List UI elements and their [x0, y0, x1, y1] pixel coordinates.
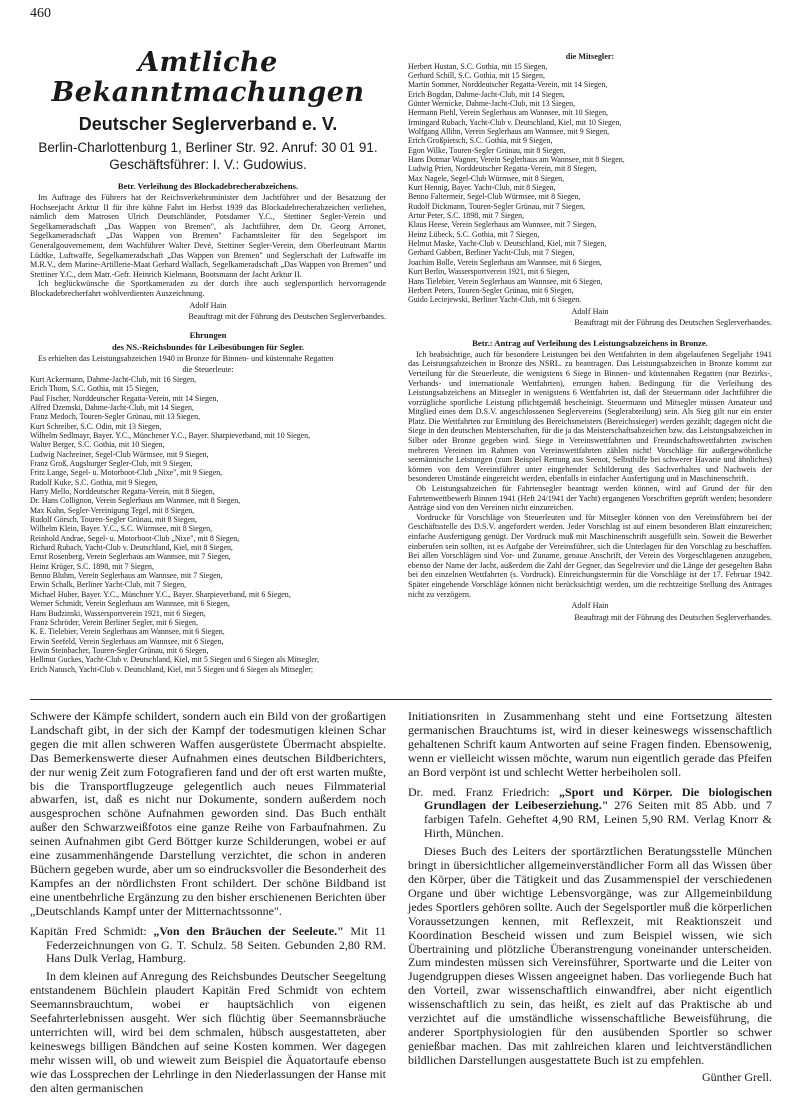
list-entry: Paul Fischer, Norddeutscher Regatta-Verein, mit 14 Siegen, [30, 393, 219, 403]
list-entry: Hans Budzinski, Wassersportverein 1921, mit 6 Siegen, [30, 608, 206, 618]
notice-paragraph: Es erhielten das Leistungsabzeichen 1940 in Bronze für Binnen- und küstennahe Regatten [38, 353, 334, 363]
list-entry: Erich Bogdan, Dahme-Jacht-Club, mit 14 Siegen, [408, 89, 565, 99]
review-author: Dr. med. Franz Friedrich: [408, 784, 560, 799]
list-entry: Egon Wilke, Touren-Segler Grünau, mit 8 Siegen, [408, 145, 566, 155]
review-heading [408, 786, 772, 842]
list-entry: Walter Berger, S.C. Gothia, mit 10 Siegen, [30, 440, 165, 450]
list-entry: Wolfgang Allihn, Verein Seglerhaus am Wannsee, mit 9 Siegen, [408, 127, 610, 136]
list-entry: Irmingard Rubach, Yacht-Club v. Deutschland, Kiel, mit 10 Siegen, [408, 117, 622, 127]
list-entry: Kurt Ackermann, Dahme-Jacht-Club, mit 16 Siegen, [30, 374, 197, 384]
list-entry: K. E. Tielebier, Verein Seglerhaus am Wannsee, mit 6 Siegen, [30, 627, 225, 637]
signature-role: Beauftragt mit der Führung des Deutschen Seglerverbandes. [574, 612, 772, 622]
notice-paragraph: Ich beabsichtige, auch für besondere Leistungen bei den Wettfahrten in dem abgelaufenen Segeljahr 1941 das Leistungsabzeichen in Bronze des NSRL. zu beantragen. Das Leistungsabzeichen in Bronze kommt zur Verteilung für die Steuerleute, die wenigstens 6 Siege in Binnen- und küstennahen Regatten (nur Bezirks-, Verbands- und internationale Wettfahrten), errungen haben. Bedingung für die Verleihung des Leistungsabzeichens an Mitsegler in wenigstens 6 Wettfahrten ist, daß der Steuermann oder Jachtführer die vorzügliche sportliche Leistung pflichtgemäß bescheinigt. Steuermann und Mitsegler müssen Amateur und Mitglied eines dem D.S.V. angeschlossenen Seglervereins (Seglerabteilung) sein. Als Sieg gilt nur ein erster Platz. Die Wettfahrten zur Ermittlung des Bereichsmeisters (Bereichssieger) werden gezählt; dagegen nicht die Siege in den deutschen Meisterschaften, für die ja das Meisterschaftsabzeichen bzw. das Leistungsabzeichen in Silber oder Bronze gegeben wird. Siege in Vereinswettfahrten und Freundschaftswettfahrten zwischen mehreren Vereinen im Rahmen von Vereinswettfahrten zählen nicht! Vorschläge für außergewöhnliche seemännische Leistungen (zum Beispiel Rettung aus Seenot, Selbsthilfe bei schwerer Havarie und ähnliches) können von dem Vereinsführer unter eingehender Schilderung des Sachverhaltes und Nachweis der besonderen Umstände eingereicht werden, ebenfalls in einfacher Ausfertigung und in Maschinenschrift. [408, 349, 772, 484]
list-entry: Alfred Dzemski, Dahme-Jacht-Club, mit 14 Siegen, [30, 402, 194, 412]
list-entry: Harry Mello, Norddeutscher Regatta-Verein, mit 8 Siegen, [30, 487, 215, 497]
review-signature: Günther Grell. [702, 1069, 772, 1084]
list-entry: Michael Huber, Bayer. Y.C., Münchner Y.C., Bayer. Sharpieverband, mit 6 Siegen, [30, 589, 291, 599]
list-entry: Erich Natusch, Yacht-Club v. Deutschland, Kiel, mit 5 Siegen und 6 Siegen als Mitsegler; [30, 664, 314, 674]
list-entry: Benno Bluhm, Verein Seglerhaus am Wannsee, mit 7 Siegen, [30, 571, 223, 581]
list-entry: Hans Tielebier, Verein Seglerhaus am Wannsee, mit 6 Siegen, [408, 276, 603, 286]
list-entry: Kurt Hennig, Bayer. Yacht-Club, mit 8 Siegen, [408, 183, 556, 193]
notice-subheading: des NS.-Reichsbundes für Leibesübungen für Segler. [111, 341, 305, 352]
list-entry: Werner Schmidt, Verein Seglerhaus am Wannsee, mit 6 Siegen, [30, 599, 230, 609]
list-entry: Wilhelm Klein, Bayer. Y.C., S.C. Würmsee, mit 8 Siegen, [30, 524, 213, 534]
list-entry: Erwin Seefeld, Verein Seglerhaus am Wannsee, mit 6 Siegen, [30, 636, 224, 646]
steuerleute-list [30, 375, 386, 674]
notice-paragraph: Ob Leistungsabzeichen für Fahrtensegler beantragt werden können, wird auf Grund der für den Fahrtenwettbewerb Binnen 1941 (Heft 24/1941 der Yacht) ergangenen Vorschriften geprüft werden; besondere Anträge sind von den Vereinen nicht einzureichen. [408, 484, 772, 513]
list-entry: Ludwig Nachreiner, Segel-Club Würmsee, mit 9 Siegen, [30, 449, 209, 459]
announcements-right-column [408, 30, 772, 622]
notice-heading: Betr. Verleihung des Blockadebrecherabzeichens. [117, 181, 299, 191]
list-entry: Heinz Lübeck, S.C. Gothia, mit 7 Siegen, [408, 229, 540, 239]
review-title: „Sport und Körper. Die biologischen Grundlagen der Leibeserziehung." [424, 784, 772, 813]
review-author: Kapitän Fred Schmidt: [30, 923, 154, 938]
signature-name: Adolf Hain [571, 601, 609, 611]
review-details: 276 Seiten mit 85 Abb. und 7 farbigen Tafeln. Geheftet 4,90 RM, Leinen 5,90 RM. Verlag Knorr & Hirth, München. [424, 798, 773, 841]
announcements-section [30, 30, 772, 690]
list-entry: Günter Wernicke, Dahme-Jacht-Club, mit 13 Siegen, [408, 98, 576, 108]
org-manager: Geschäftsführer: I. V.: Gudowius. [109, 157, 307, 172]
org-name: Deutscher Seglerverband e. V. [78, 114, 338, 134]
list-entry: Hans Dotmar Wagner, Verein Seglerhaus am Wannsee, mit 8 Siegen, [408, 155, 625, 165]
review-heading [30, 925, 386, 967]
list-entry: Wilhelm Sedlmayr, Bayer. Y.C., Münchener Y.C., Bayer. Sharpieverband, mit 10 Siegen, [30, 430, 311, 440]
article-paragraph: Schwere der Kämpfe schildert, sondern auch ein Bild von der großartigen Landschaft gibt, in der sich der Kampf der todesmutigen kleinen Schar gegen die mit allen schweren Waffen ausgerüstete Übermacht abspielte. Das Bemerkenswerte dieser Aufnahmen eines deutschen Bildberichters, der nur wenig Zeit zum Fotografieren fand und der oft erst warten mußte, bis die Transportflugzeuge gelegentlich auch neues Filmmaterial abwarfen, ist, daß es nicht nur Dokumente, sondern außerdem noch ausgesprochen schöne Aufnahmen geworden sind. Das Buch enthält außer den Schwarzweißfotos eine ganze Reihe von Farbaufnahmen. Zu seinen Aufnahmen gibt Gerd Böttger kurze Schilderungen, wobei er auf eine zusammenhängende Darstellung verzichtet, die schon in anderen Büchern gegeben wurde, aber um so eindrucksvoller die Besonderheit des Kampfes an der nördlichsten Front schildert. Der schöne Bildband ist eine unentbehrliche Ergänzung zu den bisher erschienenen Berichten über „Deutschlands Kampf unter der Mitternachtssonne". [30, 709, 386, 918]
list-entry: Kurt Berlin, Wassersportverein 1921, mit 6 Siegen, [408, 267, 570, 277]
article-paragraph: Dieses Buch des Leiters der sportärztlichen Beratungsstelle München bringt in übersichtlicher allgemeinverständlicher Form all das Wissen über den Körper, über die Tätigkeit und das Zusammenspiel der verschiedenen Organe und über wichtige Lebensvorgänge, was zur Allgemeinbildung jedes Sportlers gehören sollte. Auch der Segelsportler muß die körperlichen Voraussetzungen kennen, mit Reflexzeit, mit Reaktionszeit und Koordination Bescheid wissen und zum Beispiel wissen, wie sich Übertraining und plötzliche Überanstrengung voneinander unterscheiden. Zum mindesten müssen sich Vereinsführer, Sportwarte und die Leiter von Jugendgruppen dieses Wissen angeeignet haben. Das vorliegende Buch hat den Vorteil, zwar wissenschaftlich einwandfrei, aber nicht eigentlich wissenschaftlich zu sein, das heißt, es zielt auf das Praktische ab und verzichtet auf die umständliche wissenschaftliche Beweisführung, die anderer Sportphysiologien für den ausübenden Sportler so schwer genießbar machen. Das mit zahlreichen klaren und leichtverständlichen bildlichen Darstellungen ausgestattete Buch ist zu empfehlen. [408, 844, 772, 1067]
list-entry: Erwin Schalk, Berliner Yacht-Club, mit 7 Siegen, [30, 580, 187, 590]
review-title: „Von den Bräuchen der Seeleute." [153, 923, 344, 938]
list-entry: Artur Peter, S.C. 1898, mit 7 Siegen, [408, 211, 525, 221]
list-entry: Dr. Hans Collignon, Verein Seglerhaus am Wannsee, mit 8 Siegen, [30, 496, 241, 506]
list-entry: Erwin Steinbacher, Touren-Segler Grünau, mit 6 Siegen, [30, 645, 209, 655]
list-entry: Franz Medoch, Touren-Segler Grünau, mit 13 Siegen, [30, 412, 201, 422]
list-entry: Fritz Lange, Segel- u. Motorboot-Club „Nixe", mit 9 Siegen, [30, 468, 223, 478]
list-entry: Reinhold Andrae, Segel- u. Motorboot-Club „Nixe", mit 8 Siegen, [30, 533, 240, 543]
signature-name: Adolf Hain [189, 300, 227, 310]
list-entry: Guido Leciejewski, Berliner Yacht-Club, mit 6 Siegen. [408, 295, 582, 305]
mitsegler-list [408, 62, 772, 305]
list-entry: Martin Sommer, Norddeutscher Regatta-Verein, mit 14 Siegen, [408, 80, 608, 90]
reviews-section [30, 710, 772, 1110]
list-entry: Franz Groß, Augsburger Segler-Club, mit 9 Siegen, [30, 459, 193, 468]
review-details: Mit 11 Federzeichnungen von G. T. Schulz. 58 Seiten. Gebunden 2,80 RM. Hans Dulk Verlag, Hamburg. [46, 923, 386, 966]
list-entry: Gerhard Schill, S.C. Gothia, mit 15 Siegen, [408, 70, 545, 80]
notice-paragraph: Ich beglückwünsche die Sportkameraden zu der durch ihre auch seglersportlich hervorragende Blockadebrecherfahrt wohlverdienten Auszeichnung. [30, 279, 386, 298]
list-entry: Benno Faltermeir, Segel-Club Würmsee, mit 8 Siegen, [408, 192, 581, 202]
org-address: Berlin-Charlottenburg 1, Berliner Str. 92. Anruf: 30 01 91. [38, 140, 378, 155]
list-entry: Herbert Peters, Touren-Segler Grünau, mit 6 Siegen, [408, 285, 574, 295]
page-number: 460 [30, 6, 51, 21]
list-entry: Klaus Heese, Verein Seglerhaus am Wannsee, mit 7 Siegen, [408, 220, 597, 230]
list-entry: Joachim Bolle, Verein Seglerhaus am Wannsee, mit 6 Siegen, [408, 257, 602, 267]
list-entry: Hermann Piehl, Verein Seglerhaus am Wannsee, mit 10 Siegen, [408, 108, 609, 118]
notice-paragraph: Im Auftrage des Führers hat der Reichsverkehrsminister dem Jachtführer und der Besatzung der Hochseejacht Arktur II für ihre kühne Fahrt im Herbst 1939 das Blockadebrecherabzeichen verliehen, nämlich dem Matrosen Ulrich Deutschländer, Potsdamer Y.C., Stettiner Segler-Verein und Segelkameradschaft „Das Wappen von Bremen", als Jachtführer, dem Dr. Georg Arronet, Segelkameradschaft „Das Wappen von Bremen" Fachamtsleiter für den Segelsport im Generalgouvernement, dem Wachführer Walter Devé, Stettiner Segler-Verein, dem Oberleutnant Martin Lüdtke, Luftwaffe, Segelkameradschaft „Das Wappen von Bremen" und Seglerschaft der Luftwaffe im M.R.V., dem Marine-Artillerie-Maat Gerhard Wallach, Segelkameradschaft „Das Wappen von Bremen" und Stettiner Y.C., dem Matr.-Gefr. Heinrich Kielmann, Bootsmann der Jacht Arktur II. [30, 193, 386, 279]
list-entry: Hellmut Guckes, Yacht-Club v. Deutschland, Kiel, mit 5 Siegen und 6 Siegen als Mitsegler, [30, 655, 320, 665]
list-label: die Mitsegler: [565, 52, 615, 61]
list-entry: Erich Großpietsch, S.C. Gothia, mit 9 Siegen, [408, 136, 553, 146]
notice-paragraph: Vordrucke für Vorschläge von Steuerleuten und für Mitsegler können von den Vereinsführern bei der Geschäftsstelle des D.S.V. angefordert werden. Jeder Vorschlag ist auf einem besonderen Blatt einzureichen; einfache Ausfertigung genügt. Der Vordruck muß mit Maschinenschrift ausgefüllt sein. Soweit die Bewerber einberufen sein sollten, ist es Aufgabe der Vereinsführer, sich die Unterlagen für den Vorschlag zu beschaffen. Bei allen Vorschlägen sind Vor- und Zuname, genaue Anschrift, der Verein des Vorgeschlagenen anzugeben, ebenso der Name der Jacht, außerdem die Zahl der Gegner, das Segelrevier und die Länge der gesegelten Bahn bei den einzelnen Wettfahrten (s. Vordruck). Einreichungstermin für die Vorschläge ist der 17. Februar 1942. Später eingehende Vorschläge können nicht berücksichtigt werden, um die rechtzeitige Stellung des Antrages nicht zu verzögern. [408, 512, 772, 599]
list-entry: Gerhard Gabbert, Berliner Yacht-Club, mit 7 Siegen, [408, 248, 575, 258]
list-entry: Heinz Krüger, S.C. 1898, mit 7 Siegen, [30, 561, 154, 571]
article-paragraph: In dem kleinen auf Anregung des Reichsbundes Deutscher Seegeltung entstandenem Büchlein plaudert Kapitän Fred Schmidt von echtem Seemannsbrauchtum, wobei er hauptsächlich von eigenen Seefahrterlebnissen ausgeht. Wer sich flüchtig über Seemannsbräuche unterrichten will, wird bei dem schmalen, hübsch ausgestatteten, aber keineswegs billigen Bändchen auf seine Kosten kommen. Wer dagegen mehr wissen will, ob und wieweit zum Beispiel die Äquatortaufe ebenso wie das Lossprechen der Lehrlinge in den Niederlassungen der Hanse mit den alten germanischen [30, 969, 386, 1095]
signature-role: Beauftragt mit der Führung des Deutschen Seglerverbandes. [574, 318, 772, 328]
list-entry: Rudolf Görsch, Touren-Segler Grünau, mit 8 Siegen, [30, 515, 197, 525]
list-entry: Franz Schröder, Verein Berliner Segler, mit 6 Siegen, [30, 617, 198, 627]
list-entry: Erich Thom, S.C. Gothia, mit 15 Siegen, [30, 384, 159, 394]
list-entry: Kurt Schreiber, S.C. Odin, mit 13 Siegen, [30, 421, 162, 431]
reviews-left-column [30, 710, 386, 1095]
list-entry: Richard Rubach, Yacht-Club v. Deutschland, Kiel, mit 8 Siegen, [30, 543, 233, 553]
list-entry: Ludwig Prien, Norddeutscher Regatta-Verein, mit 8 Siegen, [408, 164, 597, 174]
announcements-left-column [30, 30, 386, 674]
article-paragraph: Initiationsriten in Zusammenhang steht und eine Fortsetzung ältesten germanischen Brauchtums ist, wird in dieser keineswegs wissenschaftlich gehaltenen Schrift kaum Antworten auf seine Fragen finden. Ebensowenig, wenn er vielleicht wissen möchte, warum nun eigentlich gerade das Pfeifen an Bord verpönt ist und schlecht Wetter herbeiholen soll. [408, 709, 772, 779]
list-entry: Ernst Rosenberg, Verein Seglerhaus am Wannsee, mit 7 Siegen, [30, 552, 231, 562]
list-label: die Steuerleute: [182, 365, 234, 375]
signature-role: Beauftragt mit der Führung des Deutschen Seglerverbandes. [188, 312, 386, 322]
list-entry: Herbert Hustan, S.C. Gothia, mit 15 Siegen, [408, 61, 548, 71]
list-entry: Rudolf Dickmann, Touren-Segler Grünau, mit 7 Siegen, [408, 201, 586, 211]
list-entry: Max Nagele, Segel-Club Würmsee, mit 8 Siegen, [408, 173, 565, 183]
signature-name: Adolf Hain [571, 306, 609, 316]
notice-heading: Ehrungen [189, 329, 227, 340]
notice-heading: Betr.: Antrag auf Verleihung des Leistungsabzeichens in Bronze. [472, 337, 708, 348]
reviews-right-column [408, 710, 772, 1084]
section-divider [30, 699, 772, 700]
masthead-title: Amtliche Bekanntmachungen [51, 47, 365, 108]
list-entry: Rudolf Kuke, S.C. Gothia, mit 9 Siegen, [30, 477, 158, 487]
list-entry: Helmut Maske, Yacht-Club v. Deutschland, Kiel, mit 7 Siegen, [408, 239, 607, 249]
list-entry: Max Kuhn, Segler-Vereinigung Tegel, mit 8 Siegen, [30, 505, 195, 515]
